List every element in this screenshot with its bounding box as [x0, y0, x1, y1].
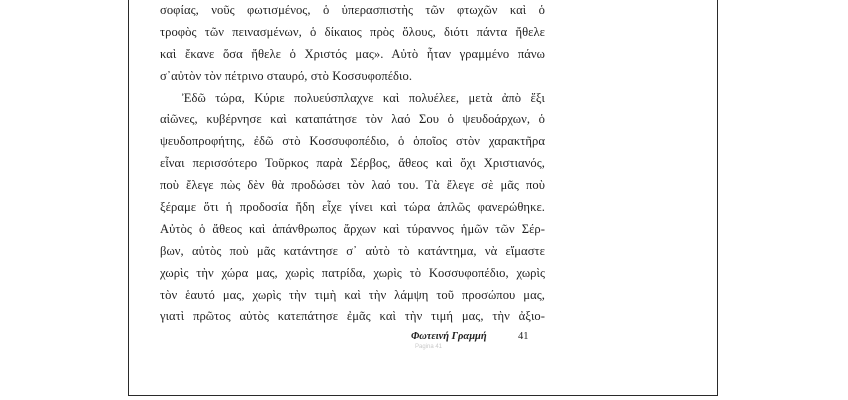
text-line: εἶναι περισσότερο Τοῦρκος παρὰ Σέρβος, ἄθεος καὶ ὄχι Χριστιανός, [160, 156, 545, 171]
text-line: σ᾽αὐτὸν τὸν πέτρινο σταυρό, στὸ Κοσσυφοπέδιο. [160, 68, 413, 83]
text-line: ψευδοπροφήτης, ἐδῶ στὸ Κοσσυφοπέδιο, ὁ ὁποῖος στὸν χαρακτῆρα [160, 134, 545, 149]
text-line: ξέραμε ὅτι ἡ προδοσία ἤδη εἶχε γίνει καὶ τώρα ἁπλῶς φανερώθηκε. [160, 200, 545, 215]
text-line: τροφὸς τῶν πεινασμένων, ὁ δίκαιος πρὸς ὅλους, διότι πάντα ἤθελε [160, 24, 545, 39]
page-footer [411, 331, 551, 361]
text-line: αἰῶνες, κυβέρνησε καὶ καταπάτησε τὸν λαό Σου ὁ ψευδοάρχων, ὁ [160, 112, 545, 127]
page-number: 41 [518, 331, 529, 342]
text-line: χωρὶς τὴν χώρα μας, χωρὶς πατρίδα, χωρὶς τὸ Κοσσυφοπέδιο, χωρὶς [160, 265, 545, 280]
text-line: βων, αὐτὸς ποὺ μᾶς κατάντησε σ᾽ αὐτὸ τὸ κατάντημα, νὰ εἴμαστε [160, 243, 545, 258]
footer-title: Φωτεινή Γραμμή [411, 331, 487, 342]
text-line: τὸν ἑαυτό μας, χωρὶς τὴν τιμὴ καὶ τὴν λάμψη τοῦ προσώπου μας, [160, 287, 545, 302]
text-line: Αὐτὸς ὁ ἄθεος καὶ ἀπάνθρωπος ἄρχων καὶ τύραννος ἡμῶν τῶν Σέρ- [160, 221, 545, 236]
text-line: σοφίας, νοῦς φωτισμένος, ὁ ὑπερασπιστὴς τῶν φτωχῶν καὶ ὁ [160, 3, 545, 17]
text-line: γιατὶ πρῶτος αὐτὸς κατεπάτησε ἐμᾶς καὶ τὴν τιμή μας, τὴν ἀξιο- [160, 309, 545, 324]
page-body-text [160, 0, 545, 328]
text-line: καὶ ἔκανε ὅσα ἤθελε ὁ Χριστός μας». Αὐτὸ ἦταν γραμμένο πάνω [160, 46, 545, 61]
footer-faint-text: Pagina 41 [415, 344, 443, 350]
text-line: Ἐδῶ τώρα, Κύριε πολυεύσπλαχνε καὶ πολυέλεε, μετὰ ἀπὸ ἕξι [182, 90, 545, 105]
text-line: ποὺ ἔλεγε πὼς δὲν θὰ προδώσει τὸν λαό του. Τὰ ἔλεγε σὲ μᾶς ποὺ [160, 178, 545, 193]
